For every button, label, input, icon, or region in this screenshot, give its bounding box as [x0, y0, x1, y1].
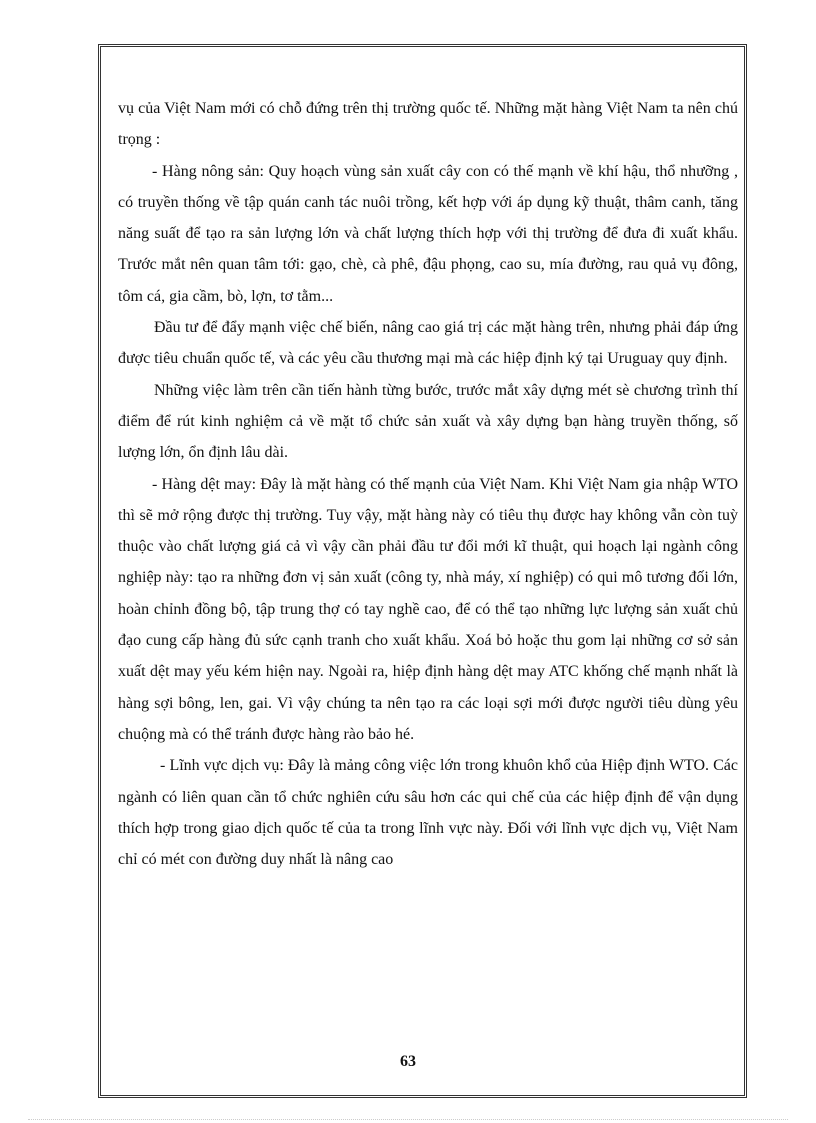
paragraph-textiles: - Hàng dệt may: Đây là mặt hàng có thế mạnh của Việt Nam. Khi Việt Nam gia nhập WTO thì sẽ mở rộng được thị trường. Tuy vậy, mặt hàng này có tiêu thụ được hay không vẫn còn tuỳ thuộc vào chất lượng giá cả vì vậy cần phải đầu tư đổi mới kĩ thuật, qui hoạch lại ngành công nghiệp này: tạo ra những đơn vị sản xuất (công ty, nhà máy, xí nghiệp) có qui mô tương đối lớn, hoàn chỉnh đồng bộ, tập trung thợ có tay nghề cao, để có thể tạo những lực lượng sản xuất chủ đạo cung cấp hàng đủ sức cạnh tranh cho xuất khẩu. Xoá bỏ hoặc thu gom lại những cơ sở sản xuất dệt may yếu kém hiện nay. Ngoài ra, hiệp định hàng dệt may ATC khống chế mạnh nhất là hàng sợi bông, len, gai. Vì vậy chúng ta nên tạo ra các loại sợi mới được người tiêu dùng yêu chuộng mà có thể tránh được hàng rào bảo hé.	[118, 475, 738, 743]
paragraph-processing-investment: Đầu tư để đẩy mạnh việc chế biến, nâng cao giá trị các mặt hàng trên, nhưng phải đáp ứng được tiêu chuẩn quốc tế, và các yêu cầu thương mại mà các hiệp định ký tại Uruguay quy định.	[118, 319, 738, 368]
paragraph-pilot-programs: Những việc làm trên cần tiến hành từng bước, trước mắt xây dựng mét sè chương trình thí điểm để rút kinh nghiệm cả về mặt tổ chức sản xuất và xây dựng bạn hàng truyền thống, số lượng lớn, ổn định lâu dài.	[118, 381, 738, 462]
paragraph-continuation: vụ của Việt Nam mới có chỗ đứng trên thị trường quốc tế. Những mặt hàng Việt Nam ta nên chú trọng :	[118, 100, 738, 149]
page-number: 63	[400, 1053, 416, 1070]
document-body	[118, 93, 738, 875]
paragraph-agricultural-products: - Hàng nông sản: Quy hoạch vùng sản xuất cây con có thế mạnh về khí hậu, thổ nhưỡng , có truyền thống về tập quán canh tác nuôi trồng, kết hợp với áp dụng kỹ thuật, thâm canh, tăng năng suất để tạo ra sản lượng lớn và chất lượng thích hợp với thị trường để đưa đi xuất khẩu. Trước mắt nên quan tâm tới: gạo, chè, cà phê, đậu phọng, cao su, mía đường, rau quả vụ đông, tôm cá, gia cầm, bò, lợn, tơ tằm...	[118, 162, 738, 305]
paragraph-services: - Lĩnh vực dịch vụ: Đây là mảng công việc lớn trong khuôn khổ của Hiệp định WTO. Các ngành có liên quan cần tổ chức nghiên cứu sâu hơn các qui chế của các hiệp định để vận dụng thích hợp trong giao dịch quốc tế của ta trong lĩnh vực này. Đối với lĩnh vực dịch vụ, Việt Nam chỉ có mét con đường duy nhất là nâng cao	[118, 757, 738, 869]
page-footer-divider	[28, 1119, 788, 1120]
